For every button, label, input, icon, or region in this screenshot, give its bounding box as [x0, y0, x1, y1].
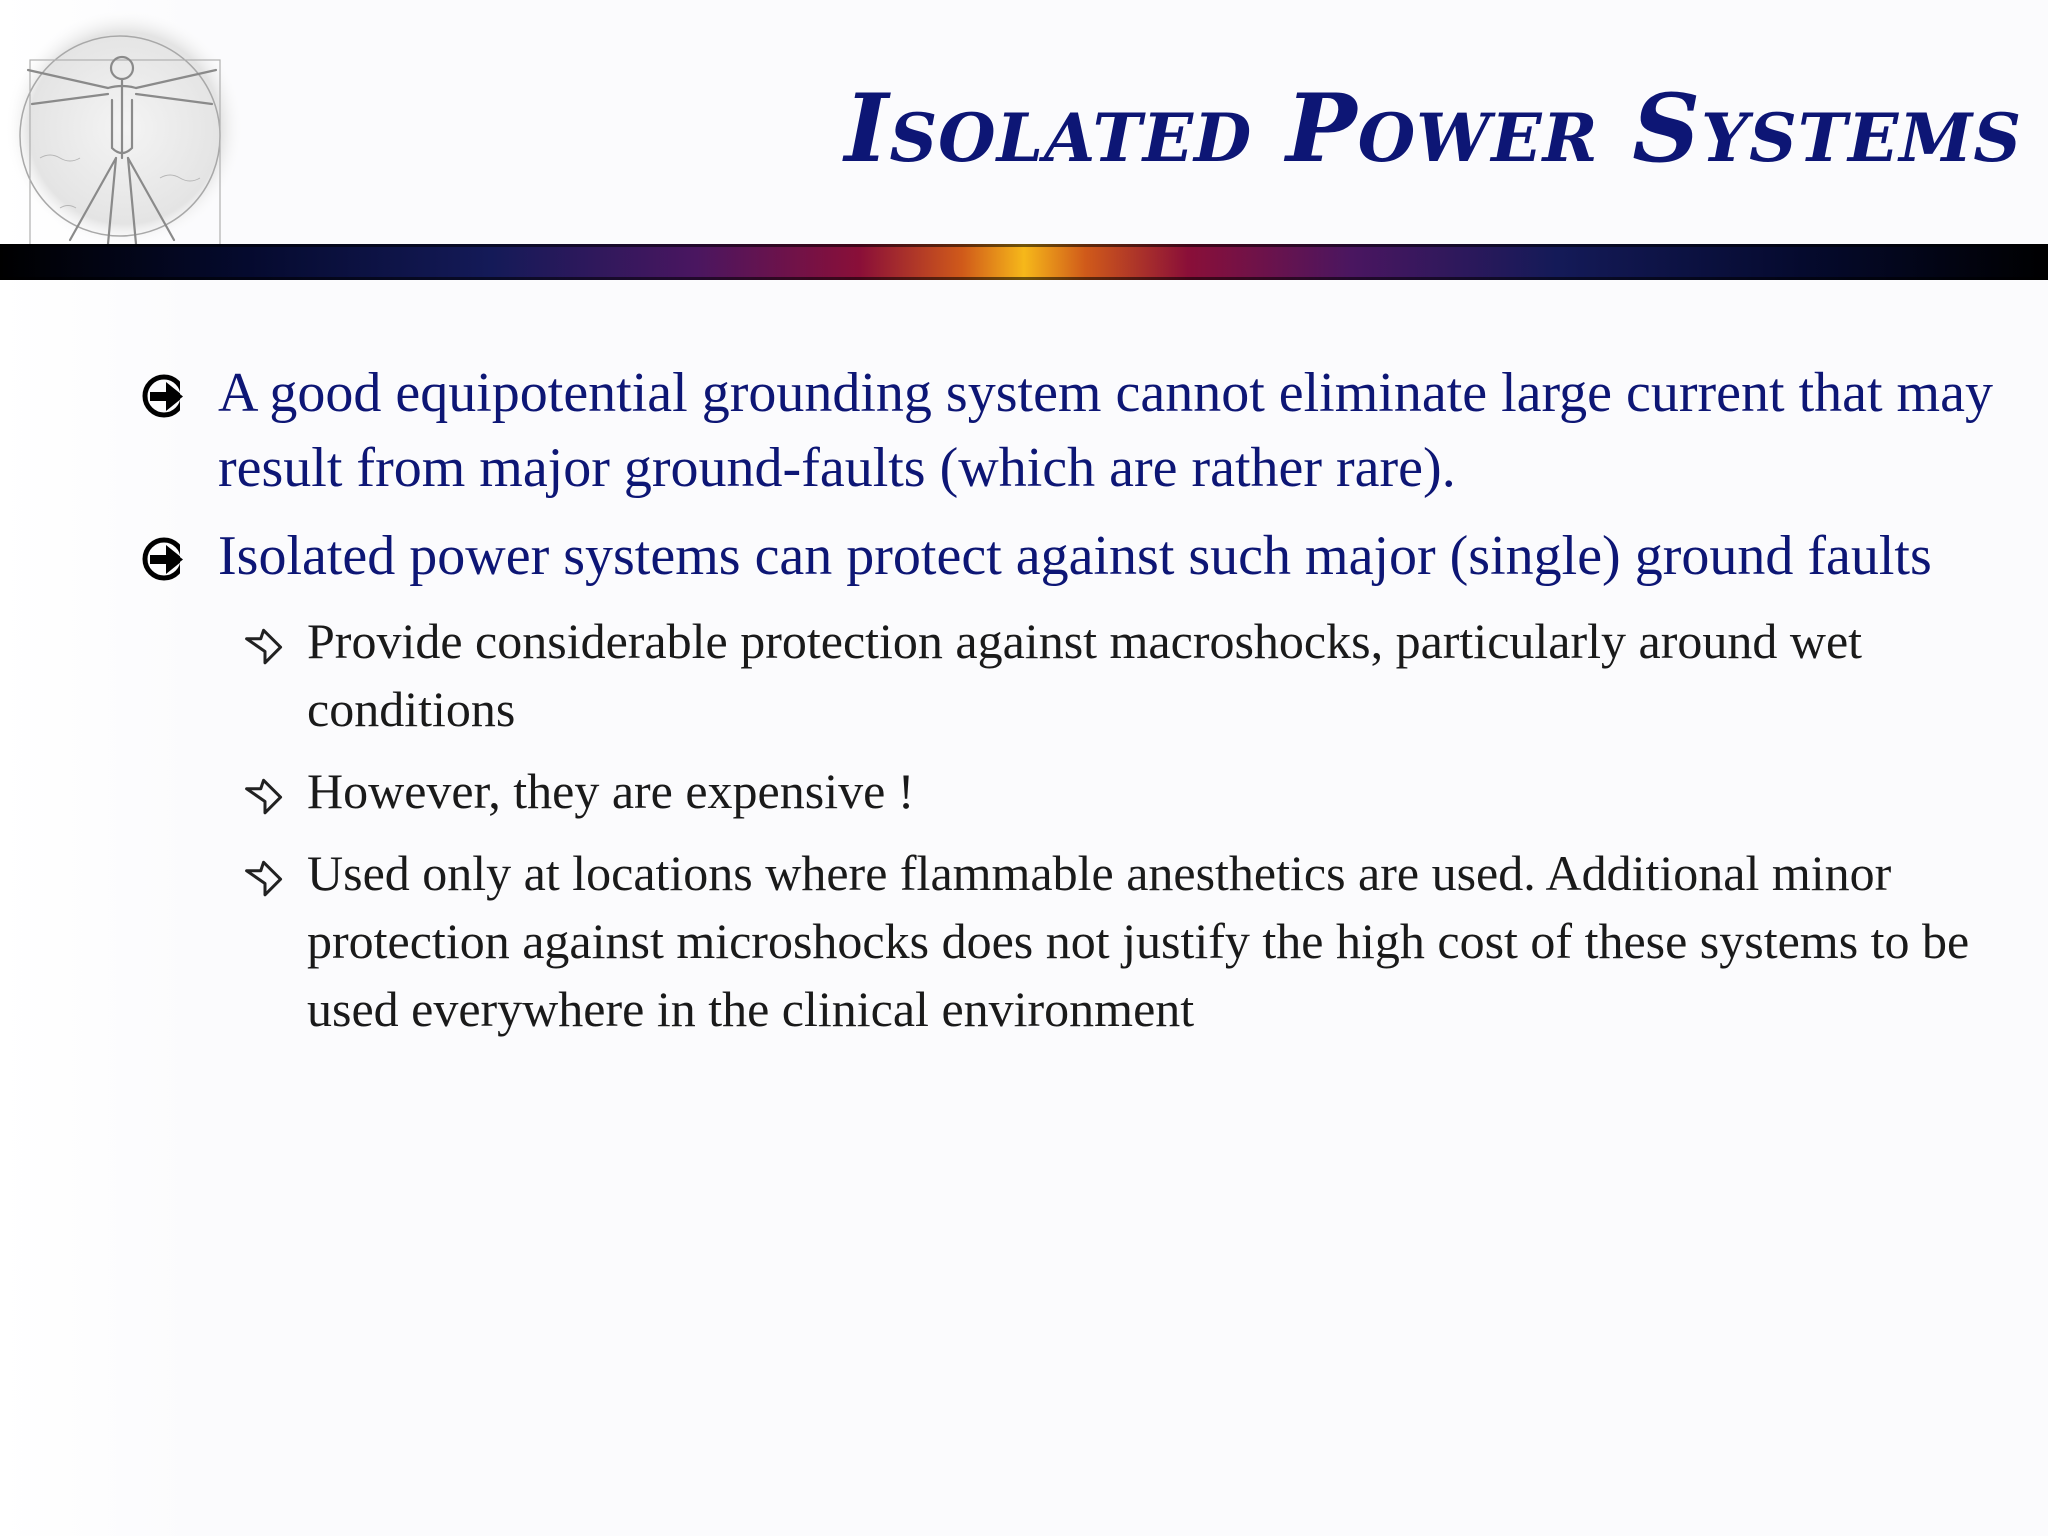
sub-bullet-item	[243, 839, 2000, 1043]
circled-right-arrow-icon	[140, 533, 192, 585]
title-divider-bar	[0, 244, 2048, 280]
hollow-arrow-icon	[243, 771, 287, 815]
sub-bullet-text: However, they are expensive !	[307, 763, 915, 819]
bullet-text: A good equipotential grounding system cannot eliminate large current that may result from major ground-faults (which are rather rare).	[218, 362, 1993, 499]
sub-bullet-item	[243, 757, 2000, 825]
sub-bullet-text: Used only at locations where flammable anesthetics are used. Additional minor protection against microshocks does not justify the high cost of these systems to be used everywhere in the clinical environment	[307, 845, 1970, 1037]
vitruvian-man-logo	[0, 8, 250, 248]
bullet-item	[140, 519, 2000, 594]
slide-title: Isolated Power Systems	[844, 74, 2022, 184]
bullet-text: Isolated power systems can protect against such major (single) ground faults	[218, 525, 1932, 587]
sub-bullet-text: Provide considerable protection against macroshocks, particularly around wet conditions	[307, 613, 1863, 737]
hollow-arrow-icon	[243, 853, 287, 897]
circled-right-arrow-icon	[140, 370, 192, 422]
bullet-item	[140, 356, 2000, 506]
slide-body	[140, 356, 2000, 1057]
sub-bullet-list	[140, 607, 2000, 1043]
sub-bullet-item	[243, 607, 2000, 743]
hollow-arrow-icon	[243, 621, 287, 665]
